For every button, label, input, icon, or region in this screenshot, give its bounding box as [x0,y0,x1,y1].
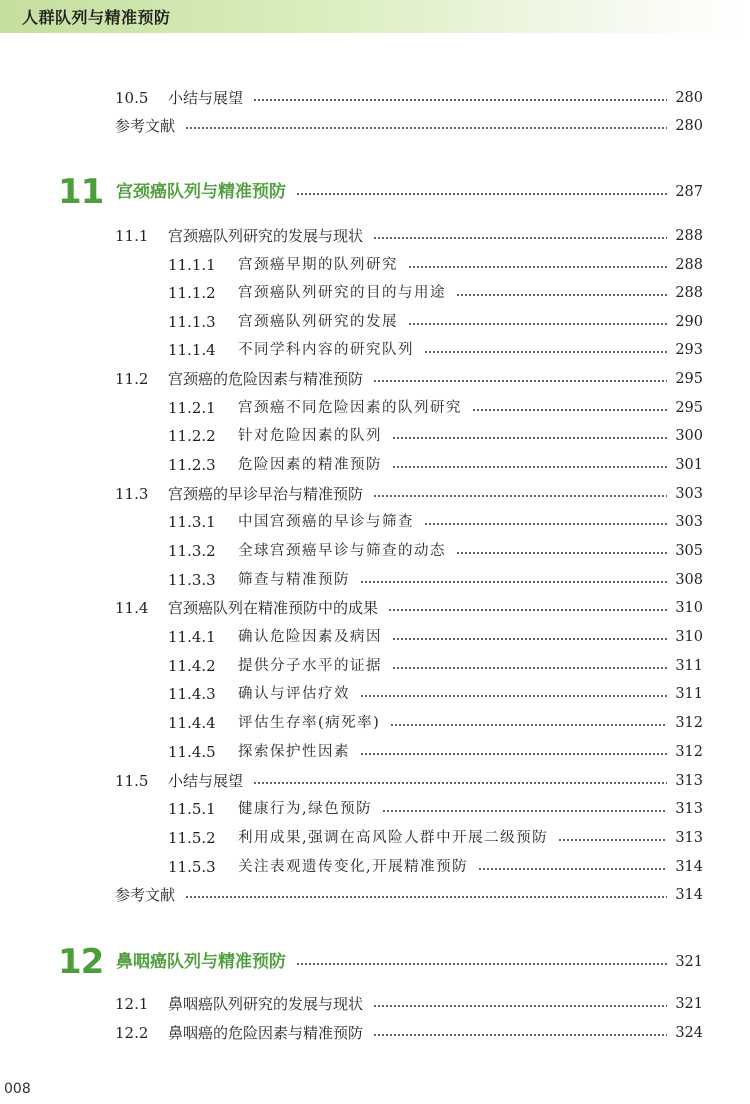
section-number: 11.5.2 [168,829,216,847]
section-title: 小结与展望 [168,772,244,790]
chapter-number: 12 [58,942,104,982]
page-ref: 313 [675,773,703,789]
dot-leader [382,810,667,812]
toc-entry[interactable] [168,280,703,306]
section-number: 12.2 [115,1024,149,1042]
section-title: 关注表观遗传变化,开展精准预防 [238,859,469,875]
page-ref: 310 [675,600,703,616]
dot-leader [360,581,667,583]
dot-leader [388,609,667,611]
dot-leader [360,695,667,697]
toc-entry[interactable] [168,538,703,564]
toc-entry[interactable] [115,366,703,392]
toc-entry[interactable] [168,567,703,593]
page-ref: 287 [675,184,703,200]
dot-leader [408,266,667,268]
page-ref: 324 [675,1025,703,1041]
page-ref: 290 [675,314,703,330]
section-number: 11.2.2 [168,427,216,445]
toc-entry[interactable] [168,509,703,535]
dot-leader [373,495,667,497]
section-title: 提供分子水平的证据 [238,658,382,674]
toc-entry[interactable] [168,825,703,851]
page-ref: 312 [675,715,703,731]
section-title: 小结与展望 [168,89,244,107]
page-ref: 312 [675,744,703,760]
section-title: 健康行为,绿色预防 [238,801,373,817]
dot-leader [360,753,667,755]
dot-leader [185,127,667,129]
section-title: 鼻咽癌的危险因素与精准预防 [168,1024,364,1042]
toc-entry[interactable] [115,481,703,507]
toc-entry[interactable] [168,423,703,449]
section-number: 11.1.3 [168,313,216,331]
section-number: 11.1.1 [168,256,216,274]
toc-entry[interactable] [115,882,703,908]
toc-entry[interactable] [115,1020,703,1046]
page-ref: 301 [675,457,703,473]
section-number: 11.3.2 [168,542,216,560]
toc-entry[interactable] [168,710,703,736]
page-ref: 305 [675,543,703,559]
dot-leader [408,323,667,325]
section-title: 确认与评估疗效 [238,686,350,702]
section-title: 全球宫颈癌早诊与筛查的动态 [238,543,446,559]
toc-entry[interactable] [168,796,703,822]
running-header-title: 人群队列与精准预防 [22,8,171,27]
dot-leader [558,839,667,841]
dot-leader [373,380,667,382]
section-number: 11.5.3 [168,858,216,876]
page-ref: 313 [675,801,703,817]
section-title: 利用成果,强调在高风险人群中开展二级预防 [238,830,549,846]
section-number: 11.4.4 [168,714,216,732]
page-ref: 314 [675,859,703,875]
section-title: 探索保护性因素 [238,744,350,760]
dot-leader [373,237,667,239]
chapter-title: 鼻咽癌队列与精准预防 [116,952,286,972]
dot-leader [424,351,667,353]
section-title: 宫颈癌早期的队列研究 [238,257,398,273]
dot-leader [373,1034,667,1036]
section-number: 11.4 [115,599,149,617]
section-title: 中国宫颈癌的早诊与筛查 [238,514,414,530]
toc-entry[interactable] [115,113,703,139]
toc-entry[interactable] [168,653,703,679]
section-title: 确认危险因素及病因 [238,629,382,645]
section-title: 宫颈癌不同危险因素的队列研究 [238,400,462,416]
toc-chapter-entry[interactable] [58,942,703,982]
dot-leader [185,896,667,898]
page-ref: 314 [675,887,703,903]
dot-leader [392,667,667,669]
page-ref: 310 [675,629,703,645]
section-number: 11.3.3 [168,571,216,589]
toc-entry[interactable] [115,85,703,111]
dot-leader [296,193,667,195]
section-number: 11.5.1 [168,800,216,818]
dot-leader [373,1005,667,1007]
dot-leader [478,868,667,870]
page-ref: 321 [675,996,703,1012]
section-title: 不同学科内容的研究队列 [238,342,414,358]
section-number: 11.4.2 [168,657,216,675]
section-title: 针对危险因素的队列 [238,428,382,444]
toc-entry[interactable] [115,595,703,621]
toc-entry[interactable] [168,395,703,421]
toc-chapter-entry[interactable] [58,172,703,212]
section-number: 11.2.1 [168,399,216,417]
section-title: 宫颈癌队列在精准预防中的成果 [168,599,379,617]
dot-leader [456,552,667,554]
page-ref: 300 [675,428,703,444]
page-ref: 288 [675,228,703,244]
section-number: 11.2 [115,370,149,388]
page-ref: 288 [675,285,703,301]
section-number: 11.1.2 [168,284,216,302]
page-ref: 303 [675,486,703,502]
page-ref: 321 [675,954,703,970]
page-ref: 295 [675,400,703,416]
section-title: 危险因素的精准预防 [238,457,382,473]
toc-entry[interactable] [115,768,703,794]
dot-leader [392,466,667,468]
toc-entry[interactable] [168,252,703,278]
dot-leader [456,294,667,296]
chapter-number: 11 [58,172,104,212]
section-number: 11.2.3 [168,456,216,474]
toc-entry[interactable] [115,991,703,1017]
toc-entry[interactable] [168,337,703,363]
dot-leader [253,782,667,784]
toc-entry[interactable] [168,309,703,335]
dot-leader [296,963,667,965]
section-title: 鼻咽癌队列研究的发展与现状 [168,995,364,1013]
section-title: 评估生存率(病死率) [238,715,381,731]
section-title: 宫颈癌的早诊早治与精准预防 [168,485,364,503]
section-number: 11.1.4 [168,341,216,359]
page-ref: 313 [675,830,703,846]
dot-leader [390,724,667,726]
page-ref: 303 [675,514,703,530]
section-number: 11.4.1 [168,628,216,646]
page-ref: 311 [675,686,703,702]
section-title: 宫颈癌队列研究的发展与现状 [168,227,364,245]
page-ref: 295 [675,371,703,387]
section-number: 10.5 [115,89,149,107]
toc-entry[interactable] [168,681,703,707]
section-number: 11.3.1 [168,513,216,531]
section-number: 11.4.3 [168,685,216,703]
section-title: 筛查与精准预防 [238,572,350,588]
chapter-title: 宫颈癌队列与精准预防 [116,182,286,202]
page-ref: 288 [675,257,703,273]
toc-entry[interactable] [168,624,703,650]
dot-leader [472,409,667,411]
section-number: 12.1 [115,995,149,1013]
toc-entry[interactable] [115,223,703,249]
dot-leader [424,523,667,525]
section-title: 参考文献 [115,117,176,135]
section-title: 宫颈癌队列研究的发展 [238,314,398,330]
section-number: 11.5 [115,772,149,790]
dot-leader [392,437,667,439]
dot-leader [253,99,667,101]
section-title: 参考文献 [115,886,176,904]
page-ref: 280 [675,118,703,134]
toc-entry[interactable] [168,739,703,765]
section-title: 宫颈癌队列研究的目的与用途 [238,285,446,301]
page-ref: 293 [675,342,703,358]
toc-entry[interactable] [168,854,703,880]
page-number: 008 [4,1081,31,1097]
page-ref: 280 [675,90,703,106]
section-number: 11.3 [115,485,149,503]
section-number: 11.1 [115,227,149,245]
section-number: 11.4.5 [168,743,216,761]
section-title: 宫颈癌的危险因素与精准预防 [168,370,364,388]
page-ref: 308 [675,572,703,588]
page-ref: 311 [675,658,703,674]
toc-entry[interactable] [168,452,703,478]
dot-leader [392,638,667,640]
